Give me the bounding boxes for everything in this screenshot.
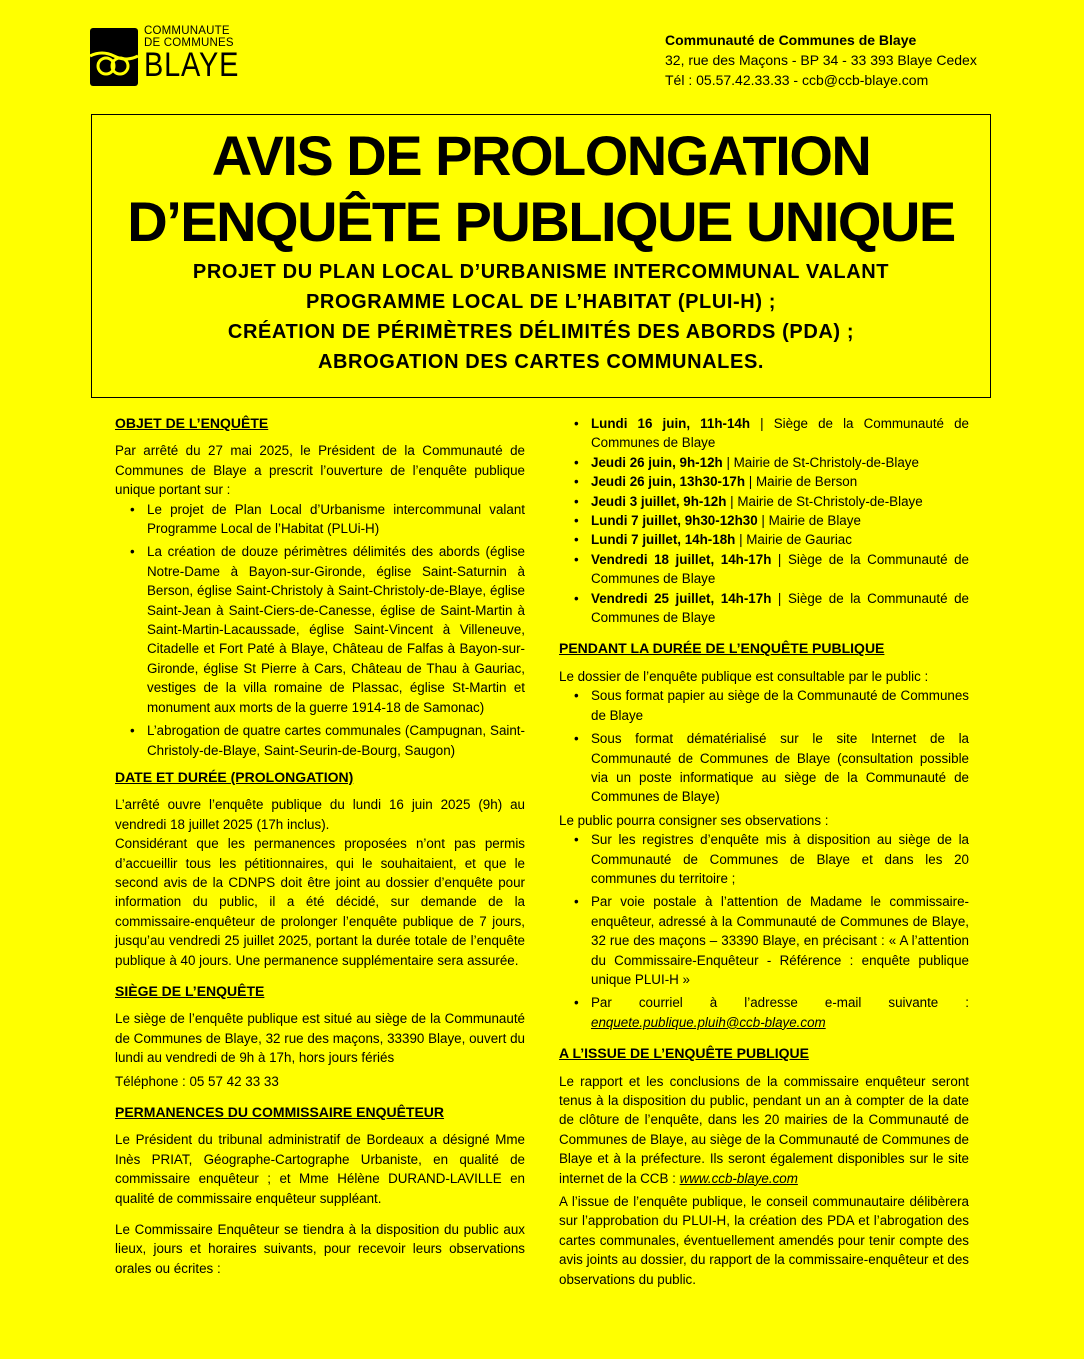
schedule-item: • Jeudi 26 juin, 9h-12h | Mairie de St-Christoly-de-Blaye (591, 453, 969, 472)
schedule-item: • Vendredi 25 juillet, 14h-17h | Siège de la Communauté de Communes de Blaye (591, 589, 969, 628)
schedule-item: • Vendredi 18 juillet, 14h-17h | Siège de la Communauté de Communes de Blaye (591, 550, 969, 589)
section-heading-date: DATE ET DURÉE (PROLONGATION) (115, 768, 354, 785)
schedule-list (559, 414, 969, 627)
logo-line-1: COMMUNAUTE (144, 25, 230, 37)
issue-paragraph-1: Le rapport et les conclusions de la commissaire enquêteur seront tenus à la disposition du public, pendant un an à compter de la date de clôture de l’enquête, dans les 20 mairies de la Communauté de Communes de Blaye, au siège de la Communauté de Communes de Blaye et à la préfecture. Ils seront également disponibles sur le site internet de la CCB : www.ccb-blaye.com (559, 1073, 969, 1186)
siege-paragraph: Le siège de l’enquête publique est situé au siège de la Communauté de Communes de Blaye, 32 rue des maçons, 33390 Blaye, ouvert du lundi au vendredi de 9h à 17h, hors jours fériés (115, 1011, 525, 1066)
contact-address: 32, rue des Maçons - BP 34 - 33 393 Blaye Cedex (665, 52, 977, 68)
contact-block (665, 30, 977, 90)
ccb-logo-mark-icon (88, 26, 140, 88)
date-paragraph-1: L’arrêté ouvre l’enquête publique du lundi 16 juin 2025 (9h) au vendredi 18 juillet 2025 (17h inclus). (115, 797, 525, 832)
objet-list (115, 500, 525, 760)
logo-line-3: BLAYE (144, 46, 240, 84)
subtitle-line-2: PROGRAMME LOCAL DE L’HABITAT (PLUI-H) ; (305, 291, 777, 313)
section-heading-pendant: PENDANT LA DURÉE DE L’ENQUÊTE PUBLIQUE (559, 640, 885, 657)
permanences-paragraph-1: Le Président du tribunal administratif de Bordeaux a désigné Mme Inès PRIAT, Géographe-Cartographe Urbaniste, en qualité de commissaire enquêteur ; et Mme Hélène DURAND-LAVILLE en qualité de commissaire enquêteur suppléant. (115, 1132, 525, 1206)
list-item: • La création de douze périmètres délimités des abords (église Notre-Dame à Bayon-sur-Gironde, église Saint-Saturnin à Berson, église Saint-Christoly à Saint-Christoly-de-Blaye, église Saint-Jean à Saint-Ciers-de-Canesse, église de Saint-Martin à Saint-Martin-Lacaussade, église Saint-Vincent à Villeneuve, Citadelle et Fort Paté à Blaye, Château de Falfas à Bayon-sur-Gironde, église St Pierre à Cars, Château de Thau à Gauriac, vestiges de la villa romaine de Plassac, église St-Martin et monument aux morts de la guerre 1914-18 de Samonac) (147, 542, 525, 717)
subtitle-line-4: ABROGATION DES CARTES COMMUNALES. (317, 351, 765, 373)
subtitle (92, 257, 990, 377)
date-paragraph-2: Considérant que les permanences proposées n’ont pas permis d’accueillir tous les pétitionnaires, qui le souhaitaient, et que le second avis de la CDNPS doit être joint au dossier d’enquête pour information du public, il a été décidé, sur demande de la commissaire-enquêteur de prolonger l’enquête publique de 7 jours, jusqu’au vendredi 25 juillet 2025, portant la durée totale de l’enquête publique à 40 jours. Une permanence supplémentaire sera assurée. (115, 836, 525, 968)
page-title-line-1: AVIS DE PROLONGATION (211, 124, 871, 187)
list-item: • Sous format dématérialisé sur le site Internet de la Communauté de Communes de Blaye (consultation possible via un poste informatique au siège de la Communauté de Communes de Blaye) (591, 729, 969, 807)
pendant-list-1 (559, 686, 969, 806)
email-link[interactable]: enquete.publique.pluih@ccb-blaye.com (591, 1014, 826, 1030)
section-heading-permanences: PERMANENCES DU COMMISSAIRE ENQUÊTEUR (115, 1104, 445, 1120)
section-heading-siege: SIÈGE DE L’ENQUÊTE (115, 982, 265, 999)
pendant-list-2 (559, 830, 969, 1032)
list-item: • L’abrogation de quatre cartes communales (Campugnan, Saint-Christoly-de-Blaye, Saint-Seurin-de-Bourg, Saugon) (147, 721, 525, 760)
right-column (559, 414, 969, 1289)
list-item: • Sur les registres d’enquête mis à disposition au siège de la Communauté de Communes de Blaye et dans les 20 communes du territoire ; (591, 830, 969, 888)
schedule-item: • Lundi 7 juillet, 9h30-12h30 | Mairie de Blaye (591, 511, 969, 530)
siege-phone: Téléphone : 05 57 42 33 33 (115, 1073, 279, 1089)
left-column (115, 414, 525, 1278)
schedule-item: • Lundi 16 juin, 11h-14h | Siège de la Communauté de Communes de Blaye (591, 414, 969, 453)
ccb-logo (88, 26, 238, 90)
subtitle-line-1: PROJET DU PLAN LOCAL D’URBANISME INTERCOMMUNAL VALANT (192, 261, 890, 283)
contact-phone-email: Tél : 05.57.42.33.33 - ccb@ccb-blaye.com (665, 72, 929, 88)
list-item-email: • Par courriel à l’adresse e-mail suivante : enquete.publique.pluih@ccb-blaye.com (591, 993, 969, 1032)
schedule-item: • Jeudi 3 juillet, 9h-12h | Mairie de St-Christoly-de-Blaye (591, 492, 969, 511)
list-item: • Le projet de Plan Local d’Urbanisme intercommunal valant Programme Local de l’Habitat (PLUi-H) (147, 500, 525, 539)
schedule-item: • Lundi 7 juillet, 14h-18h | Mairie de Gauriac (591, 530, 969, 549)
subtitle-line-3: CRÉATION DE PÉRIMÈTRES DÉLIMITÉS DES ABORDS (PDA) ; (227, 321, 855, 343)
schedule-item: • Jeudi 26 juin, 13h30-17h | Mairie de Berson (591, 472, 969, 491)
website-link[interactable]: www.ccb-blaye.com (679, 1170, 798, 1186)
pendant-intro: Le dossier de l’enquête publique est consultable par le public : (559, 668, 929, 684)
section-heading-objet: OBJET DE L’ENQUÊTE (115, 415, 269, 431)
objet-intro: Par arrêté du 27 mai 2025, le Président de la Communauté de Communes de Blaye a prescrit l’ouverture de l’enquête publique unique portant sur : (115, 443, 525, 498)
list-item: • Par voie postale à l’attention de Madame le commissaire-enquêteur, adressé à la Communauté de Communes de Blaye, 32 rue des maçons – 33390 Blaye, en précisant : « A l’attention du Commissaire-Enquêteur - Référence : enquête publique unique PLUI-H » (591, 892, 969, 989)
contact-org: Communauté de Communes de Blaye (665, 32, 917, 48)
list-item: • Sous format papier au siège de la Communauté de Communes de Blaye (591, 686, 969, 725)
pendant-intro-2: Le public pourra consigner ses observations : (559, 812, 829, 828)
logo-line-2: DE COMMUNES (144, 36, 234, 49)
page-title-line-2: D’ENQUÊTE PUBLIQUE UNIQUE (127, 190, 955, 253)
title-box (91, 114, 991, 398)
issue-paragraph-2: A l’issue de l’enquête publique, le conseil communautaire délibèrera sur l’approbation du PLUI-H, la création des PDA et l’abrogation des cartes communales, éventuellement amendés pour tenir compte des avis joints au dossier, du rapport de la commissaire-enquêteur et des observations du public. (559, 1194, 969, 1287)
permanences-paragraph-2: Le Commissaire Enquêteur se tiendra à la disposition du public aux lieux, jours et horaires suivants, pour recevoir leurs observations orales ou écrites : (115, 1222, 525, 1276)
section-heading-issue: A L’ISSUE DE L’ENQUÊTE PUBLIQUE (559, 1045, 809, 1062)
